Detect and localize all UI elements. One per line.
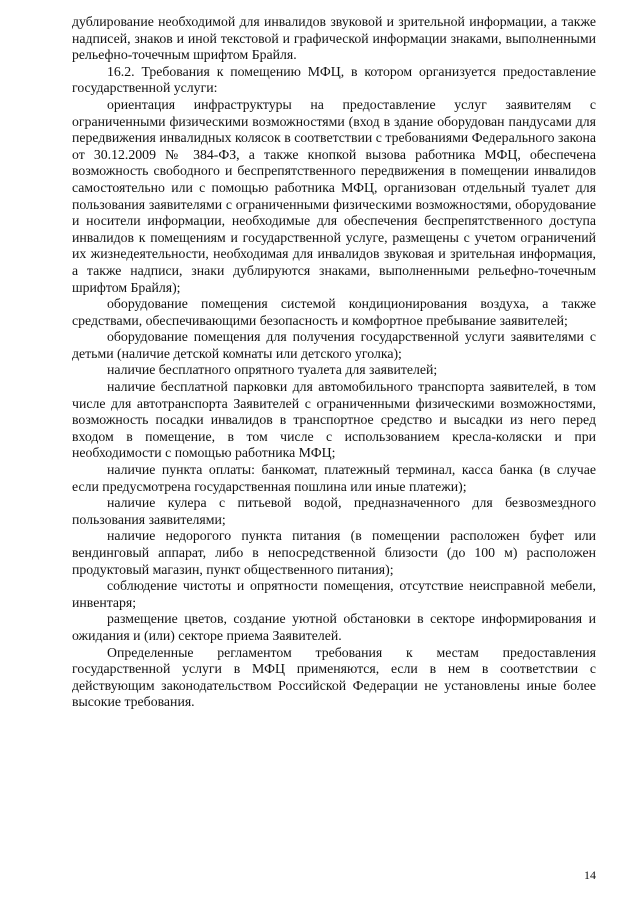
paragraph-toilet: наличие бесплатного опрятного туалета для заявителей; <box>107 362 438 378</box>
paragraph-parking: наличие бесплатной парковки для автомобильного транспорта заявителей, в том числе для автотранспорта Заявителей с ограниченными физическими возможностями, возможность посадки инвалидов в транспортное средство и высадки из него перед входом в помещение, в том числе с использованием кресла-коляски и при необходимости с помощью работника МФЦ; <box>72 379 596 461</box>
paragraph-continuation: дублирование необходимой для инвалидов звуковой и зрительной информации, а также надписей, знаков и иной текстовой и графической информации знаками, выполненными рельефно-точечным шрифтом Брайля. <box>72 14 596 63</box>
paragraph-payment-point: наличие пункта оплаты: банкомат, платежный терминал, касса банка (в случае если предусмотрена государственная пошлина или иные платежи); <box>72 462 596 494</box>
paragraph-water-cooler: наличие кулера с питьевой водой, предназначенного для безвозмездного пользования заявителями; <box>72 495 596 527</box>
paragraph-children-room: оборудование помещения для получения государственной услуги заявителями с детьми (наличие детской комнаты или детского уголка); <box>72 329 596 361</box>
paragraph-air-conditioning: оборудование помещения системой кондиционирования воздуха, а также средствами, обеспечивающими безопасность и комфортное пребывание заявителей; <box>72 296 596 328</box>
paragraph-16-2-heading: 16.2. Требования к помещению МФЦ, в котором организуется предоставление государственной услуги: <box>72 63 596 96</box>
paragraph-infrastructure: ориентация инфраструктуры на предоставление услуг заявителям с ограниченными физическими возможностями (вход в здание оборудован пандусами для передвижения инвалидных колясок в соответствии с требованиями Федерального закона от 30.12.2009 № 384-ФЗ, а также кнопкой вызова работника МФЦ, обеспечена возможность свободного и беспрепятственного передвижения в помещении инвалидов самостоятельно или с помощью работника МФЦ, организован отдельный туалет для пользования заявителями с ограниченными физическими возможностями, оборудование и носители информации, необходимые для обеспечения беспрепятственного доступа инвалидов к помещениям и государственной услуге, размещены с учетом ограничений их жизнедеятельности, необходимая для инвалидов звуковая и зрительная информация, а также надписи, знаки дублируются знаками, выполненными рельефно-точечным шрифтом Брайля); <box>72 96 596 295</box>
paragraph-flowers: размещение цветов, создание уютной обстановки в секторе информирования и ожидания и (или) секторе приема Заявителей. <box>72 611 596 643</box>
body-text <box>72 14 596 711</box>
paragraph-requirements: Определенные регламентом требования к местам предоставления государственной услуги в МФЦ применяются, если в нем в соответствии с действующим законодательством Российской Федерации не установлены иные более высокие требования. <box>72 644 596 710</box>
paragraph-cleanliness: соблюдение чистоты и опрятности помещения, отсутствие неисправной мебели, инвентаря; <box>72 578 596 610</box>
page-number: 14 <box>584 868 596 882</box>
paragraph-food-point: наличие недорогого пункта питания (в помещении расположен буфет или вендинговый аппарат, либо в непосредственной близости (до 100 м) расположен продуктовый магазин, пункт общественного питания); <box>72 528 596 577</box>
